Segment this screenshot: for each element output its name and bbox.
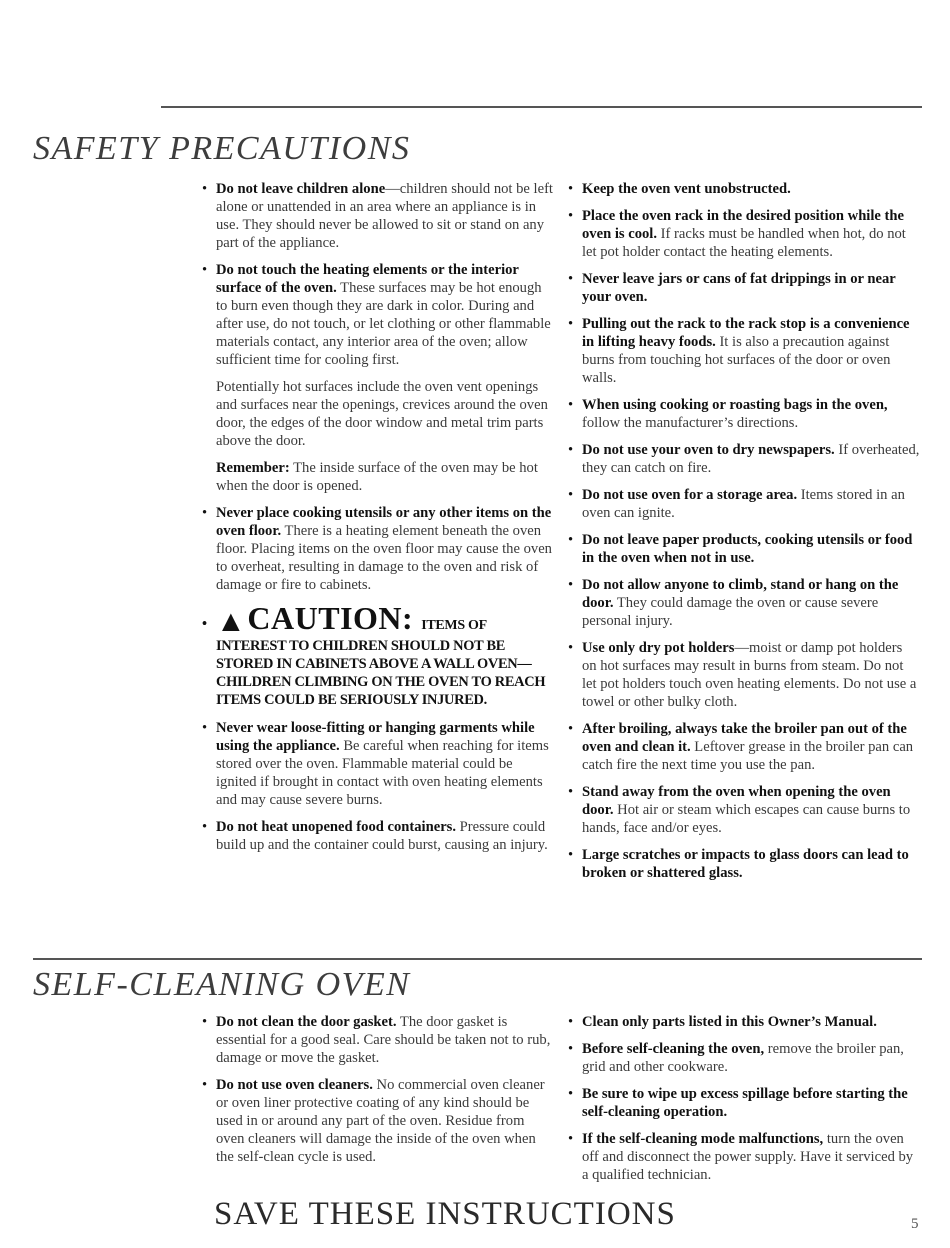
safety-right-column — [568, 180, 920, 891]
malfunction-item: • If the self-cleaning mode malfunctions, turn the oven off and disconnect the power supply. Have it serviced by a qualified technician. — [568, 1131, 914, 1183]
bullet-icon: • — [568, 397, 574, 413]
bullet-icon: • — [568, 1131, 574, 1147]
bullet-icon: • — [568, 442, 574, 458]
heating-elements-item: • Do not touch the heating elements or the interior surface of the oven. These surfaces may be hot enough to burn even though they are dark in color. During and after use, do not touch, or let clothing or other flammable materials contact, any interior area of the oven; allow sufficient time for cooling first. — [202, 262, 551, 368]
middle-rule — [33, 958, 922, 960]
before-self-cleaning-item: • Before self-cleaning the oven, remove the broiler pan, grid and other cookware. — [568, 1041, 904, 1075]
caution-warning — [202, 600, 554, 709]
bullet-icon: • — [568, 1041, 574, 1057]
bullet-icon: • — [568, 847, 574, 863]
wipe-spillage-item: • Be sure to wipe up excess spillage before starting the self-cleaning operation. — [568, 1086, 908, 1120]
oven-rack-item: • Place the oven rack in the desired position while the oven is cool. If racks must be handled when hot, do not let pot holder contact the heating elements. — [568, 208, 906, 260]
bullet-icon: • — [568, 577, 574, 593]
rack-stop-item: • Pulling out the rack to the rack stop is a convenience in lifting heavy foods. It is also a precaution against burns from touching hot surfaces of the door or oven walls. — [568, 316, 910, 386]
garments-item: • Never wear loose-fitting or hanging garments while using the appliance. Be careful when reaching for items stored over the oven. Flammable material could be ignited if brought in contact with oven heating elements and may cause severe burns. — [202, 720, 549, 808]
food-containers-item: • Do not heat unopened food containers. Pressure could build up and the container could burst, causing an injury. — [202, 819, 548, 853]
bullet-icon: • — [568, 316, 574, 332]
newspapers-item: • Do not use your oven to dry newspapers. If overheated, they can catch on fire. — [568, 442, 920, 476]
caution-word: CAUTION: — [247, 600, 414, 636]
storage-area-item: • Do not use oven for a storage area. Items stored in an oven can ignite. — [568, 487, 905, 521]
bullet-icon: • — [202, 505, 208, 521]
oven-floor-item: • Never place cooking utensils or any other items on the oven floor. There is a heating element beneath the oven floor. Placing items on the oven floor may cause the oven to overheat, resulting in damage to the oven and risk of damage or fire to cabinets. — [202, 505, 552, 593]
caution-text: INTEREST TO CHILDREN SHOULD NOT BE STORED IN CABINETS ABOVE A WALL OVEN—CHILDREN CLIMBING ON THE OVEN TO REACH ITEMS COULD BE SERIOUSLY INJURED. — [216, 638, 546, 708]
roasting-bags-item: • When using cooking or roasting bags in the oven, follow the manufacturer’s directions. — [568, 397, 888, 431]
selfclean-right-column — [568, 1013, 920, 1193]
warning-triangle-icon: ▲ — [216, 605, 246, 638]
save-instructions-heading: SAVE THESE INSTRUCTIONS — [214, 1196, 676, 1232]
door-gasket-item: • Do not clean the door gasket. The door gasket is essential for a good seal. Care should be taken not to rub, damage or move the gasket. — [202, 1014, 551, 1066]
children-alone-item: • Do not leave children alone—children should not be left alone or unattended in an area where an appliance is in use. They should never be allowed to sit or stand on any part of the appliance. — [202, 181, 553, 251]
climb-door-item: • Do not allow anyone to climb, stand or hang on the door. They could damage the oven or cause severe personal injury. — [568, 577, 899, 629]
bullet-icon: • — [568, 208, 574, 224]
bullet-icon: • — [568, 784, 574, 800]
broiler-pan-item: • After broiling, always take the broiler pan out of the oven and clean it. Leftover grease in the broiler pan can catch fire the next time you use the pan. — [568, 721, 914, 773]
selfclean-left-column — [202, 1013, 554, 1175]
bullet-icon: • — [202, 1014, 208, 1030]
bullet-icon: • — [202, 616, 207, 632]
bullet-icon: • — [202, 181, 208, 197]
fat-drippings-item: • Never leave jars or cans of fat drippings in or near your oven. — [568, 271, 896, 305]
bullet-icon: • — [568, 181, 574, 197]
bullet-icon: • — [568, 271, 574, 287]
self-cleaning-heading: SELF-CLEANING OVEN — [33, 966, 411, 1003]
bullet-icon: • — [202, 1077, 208, 1093]
stand-away-item: • Stand away from the oven when opening the oven door. Hot air or steam which escapes can cause burns to hands, face and/or eyes. — [568, 784, 911, 836]
glass-doors-item: • Large scratches or impacts to glass doors can lead to broken or shattered glass. — [568, 847, 909, 881]
oven-vent-item: • Keep the oven vent unobstructed. — [568, 181, 791, 197]
clean-parts-item: • Clean only parts listed in this Owner’s Manual. — [568, 1014, 877, 1030]
bullet-icon: • — [202, 262, 208, 278]
page-number: 5 — [911, 1216, 919, 1232]
bullet-icon: • — [568, 1086, 574, 1102]
bullet-icon: • — [568, 1014, 574, 1030]
safety-left-column — [202, 180, 554, 863]
caution-lead: ITEMS OF — [421, 618, 487, 633]
paper-products-item: • Do not leave paper products, cooking utensils or food in the oven when not in use. — [568, 532, 913, 566]
bullet-icon: • — [568, 532, 574, 548]
hot-surfaces-paragraph: Potentially hot surfaces include the oven vent openings and surfaces near the openings, crevices around the oven door, the edges of the door window and metal trim parts above the door. — [216, 379, 548, 449]
remember-paragraph: Remember: The inside surface of the oven may be hot when the door is opened. — [216, 460, 538, 494]
safety-precautions-heading: SAFETY PRECAUTIONS — [33, 130, 411, 167]
top-rule — [161, 106, 922, 108]
oven-cleaners-item: • Do not use oven cleaners. No commercial oven cleaner or oven liner protective coating of any kind should be used in or around any part of the oven. Residue from oven cleaners will damage the inside of the oven when the self-clean cycle is used. — [202, 1077, 545, 1165]
bullet-icon: • — [202, 720, 208, 736]
bullet-icon: • — [568, 487, 574, 503]
pot-holders-item: • Use only dry pot holders—moist or damp pot holders on hot surfaces may result in burns from steam. Do not let pot holders touch oven heating elements. Do not use a towel or other bulky cloth. — [568, 640, 917, 710]
bullet-icon: • — [568, 640, 574, 656]
bullet-icon: • — [202, 819, 208, 835]
bullet-icon: • — [568, 721, 574, 737]
